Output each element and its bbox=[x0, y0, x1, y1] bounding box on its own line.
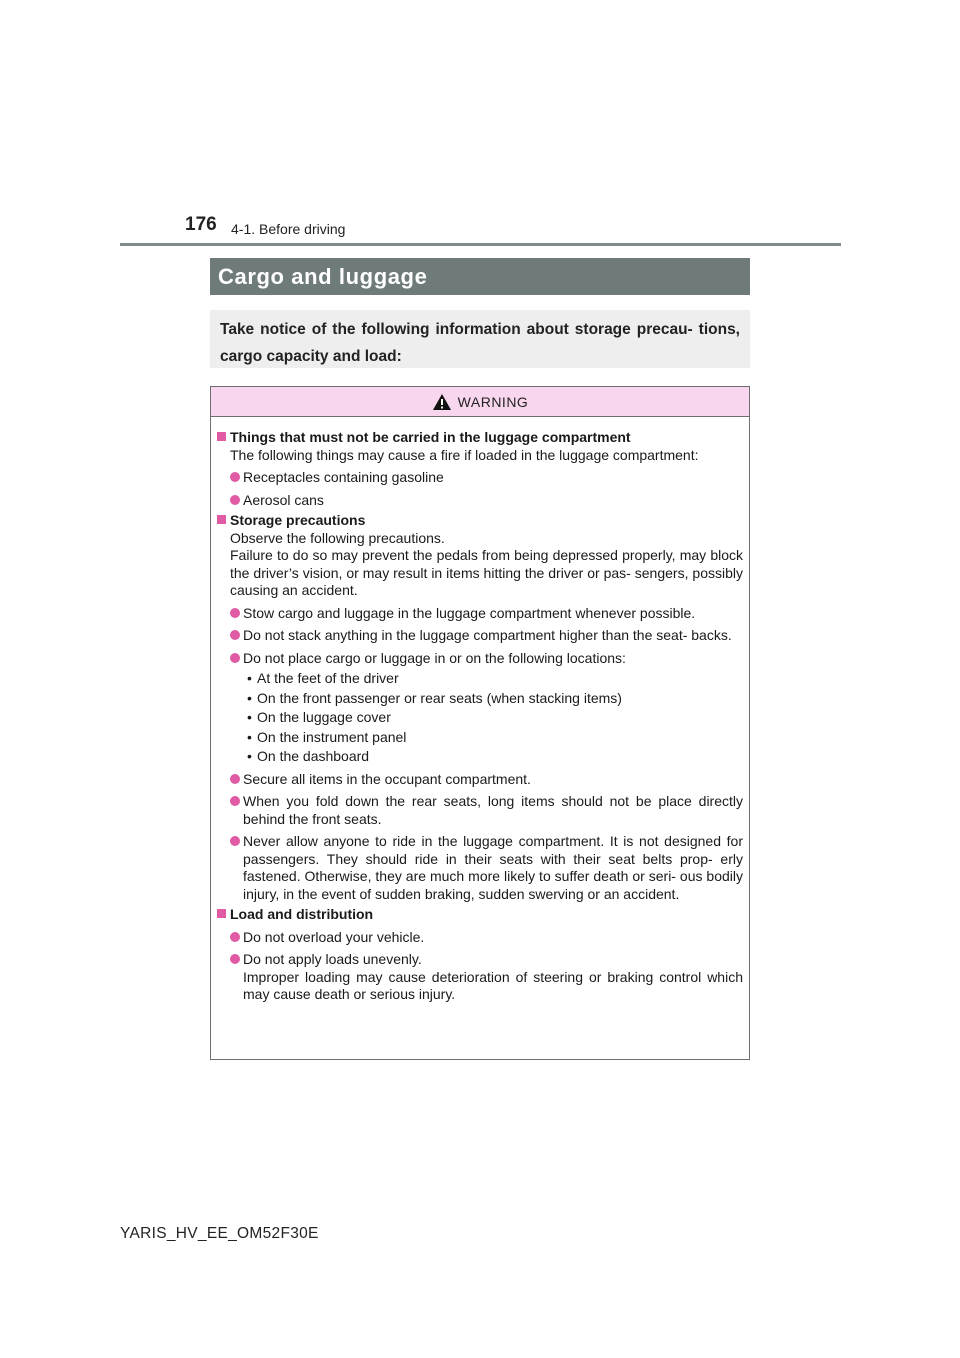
round-bullet-icon bbox=[230, 932, 240, 942]
bullet-item bbox=[230, 833, 743, 903]
sub-list-item: • On the front passenger or rear seats (when stacking items) bbox=[243, 690, 743, 708]
bullet-item bbox=[230, 605, 743, 623]
round-bullet-icon bbox=[230, 495, 240, 505]
warning-label: WARNING bbox=[457, 393, 529, 410]
section-heading: Things that must not be carried in the luggage compartment bbox=[230, 429, 631, 445]
square-bullet-icon bbox=[217, 432, 226, 441]
bullet-text: When you fold down the rear seats, long items should not be place directly behind the front seats. bbox=[243, 793, 743, 827]
title-bar bbox=[210, 258, 750, 295]
bullet-item bbox=[230, 951, 743, 1004]
round-bullet-icon bbox=[230, 472, 240, 482]
sub-list-item: • On the dashboard bbox=[243, 748, 743, 766]
warning-box bbox=[210, 386, 750, 1060]
bullet-text: Never allow anyone to ride in the luggage compartment. It is not designed for passengers. They should ride in their seats with their seat belts prop- erly fastened. Otherwise, they are much more likely to suffer death or seri- ous bodily injury, in the event of sudden braking, sudden swerving or an accident. bbox=[243, 833, 743, 902]
bullet-item bbox=[230, 469, 743, 487]
intro-text: Take notice of the following information about storage precau- tions, cargo capacity and load: bbox=[220, 321, 740, 365]
bullet-item bbox=[230, 492, 743, 510]
bullet-item bbox=[230, 771, 743, 789]
bullet-text: Do not place cargo or luggage in or on the following locations: bbox=[243, 649, 626, 666]
bullet-detail: Improper loading may cause deterioration of steering or braking control which may cause death or serious injury. bbox=[243, 968, 743, 1002]
warning-section bbox=[217, 429, 743, 509]
warning-header bbox=[211, 387, 749, 417]
page-number: 176 bbox=[185, 214, 217, 235]
round-bullet-icon bbox=[230, 630, 240, 640]
bullet-text: Secure all items in the occupant compartment. bbox=[243, 770, 531, 787]
square-bullet-icon bbox=[217, 515, 226, 524]
header-rule bbox=[120, 243, 841, 246]
section-heading: Storage precautions bbox=[230, 512, 366, 528]
bullet-text: Aerosol cans bbox=[243, 491, 324, 508]
section-paragraph: The following things may cause a fire if loaded in the luggage compartment: bbox=[230, 446, 699, 463]
warning-section bbox=[217, 512, 743, 903]
bullet-text: Stow cargo and luggage in the luggage compartment whenever possible. bbox=[243, 604, 696, 621]
bullet-text: Do not stack anything in the luggage compartment higher than the seat- backs. bbox=[243, 627, 732, 643]
round-bullet-icon bbox=[230, 836, 240, 846]
bullet-item bbox=[230, 793, 743, 828]
warning-section bbox=[217, 906, 743, 1004]
document-id: YARIS_HV_EE_OM52F30E bbox=[120, 1225, 319, 1242]
section-paragraph: Failure to do so may prevent the pedals from being depressed properly, may block the driver’s vision, or may result in items hitting the driver or pas- sengers, possibly causing an accident. bbox=[230, 547, 743, 598]
section-paragraph: Observe the following precautions. bbox=[230, 529, 445, 546]
round-bullet-icon bbox=[230, 653, 240, 663]
bullet-text: Do not apply loads unevenly. bbox=[243, 951, 422, 967]
round-bullet-icon bbox=[230, 774, 240, 784]
bullet-item bbox=[230, 627, 743, 645]
sub-list-item: • On the luggage cover bbox=[243, 709, 743, 727]
page-title: Cargo and luggage bbox=[218, 264, 428, 289]
square-bullet-icon bbox=[217, 909, 226, 918]
section-label: 4-1. Before driving bbox=[231, 221, 346, 237]
bullet-text: Do not overload your vehicle. bbox=[243, 928, 425, 945]
bullet-item bbox=[230, 650, 743, 766]
round-bullet-icon bbox=[230, 796, 240, 806]
warning-triangle-icon bbox=[432, 393, 452, 411]
round-bullet-icon bbox=[230, 954, 240, 964]
bullet-text: Receptacles containing gasoline bbox=[243, 469, 444, 485]
sub-list-item: • At the feet of the driver bbox=[243, 670, 743, 688]
intro-box bbox=[210, 310, 750, 368]
sub-list-item: • On the instrument panel bbox=[243, 729, 743, 747]
round-bullet-icon bbox=[230, 608, 240, 618]
warning-body bbox=[211, 417, 749, 1004]
bullet-item bbox=[230, 929, 743, 947]
section-heading: Load and distribution bbox=[230, 906, 374, 922]
